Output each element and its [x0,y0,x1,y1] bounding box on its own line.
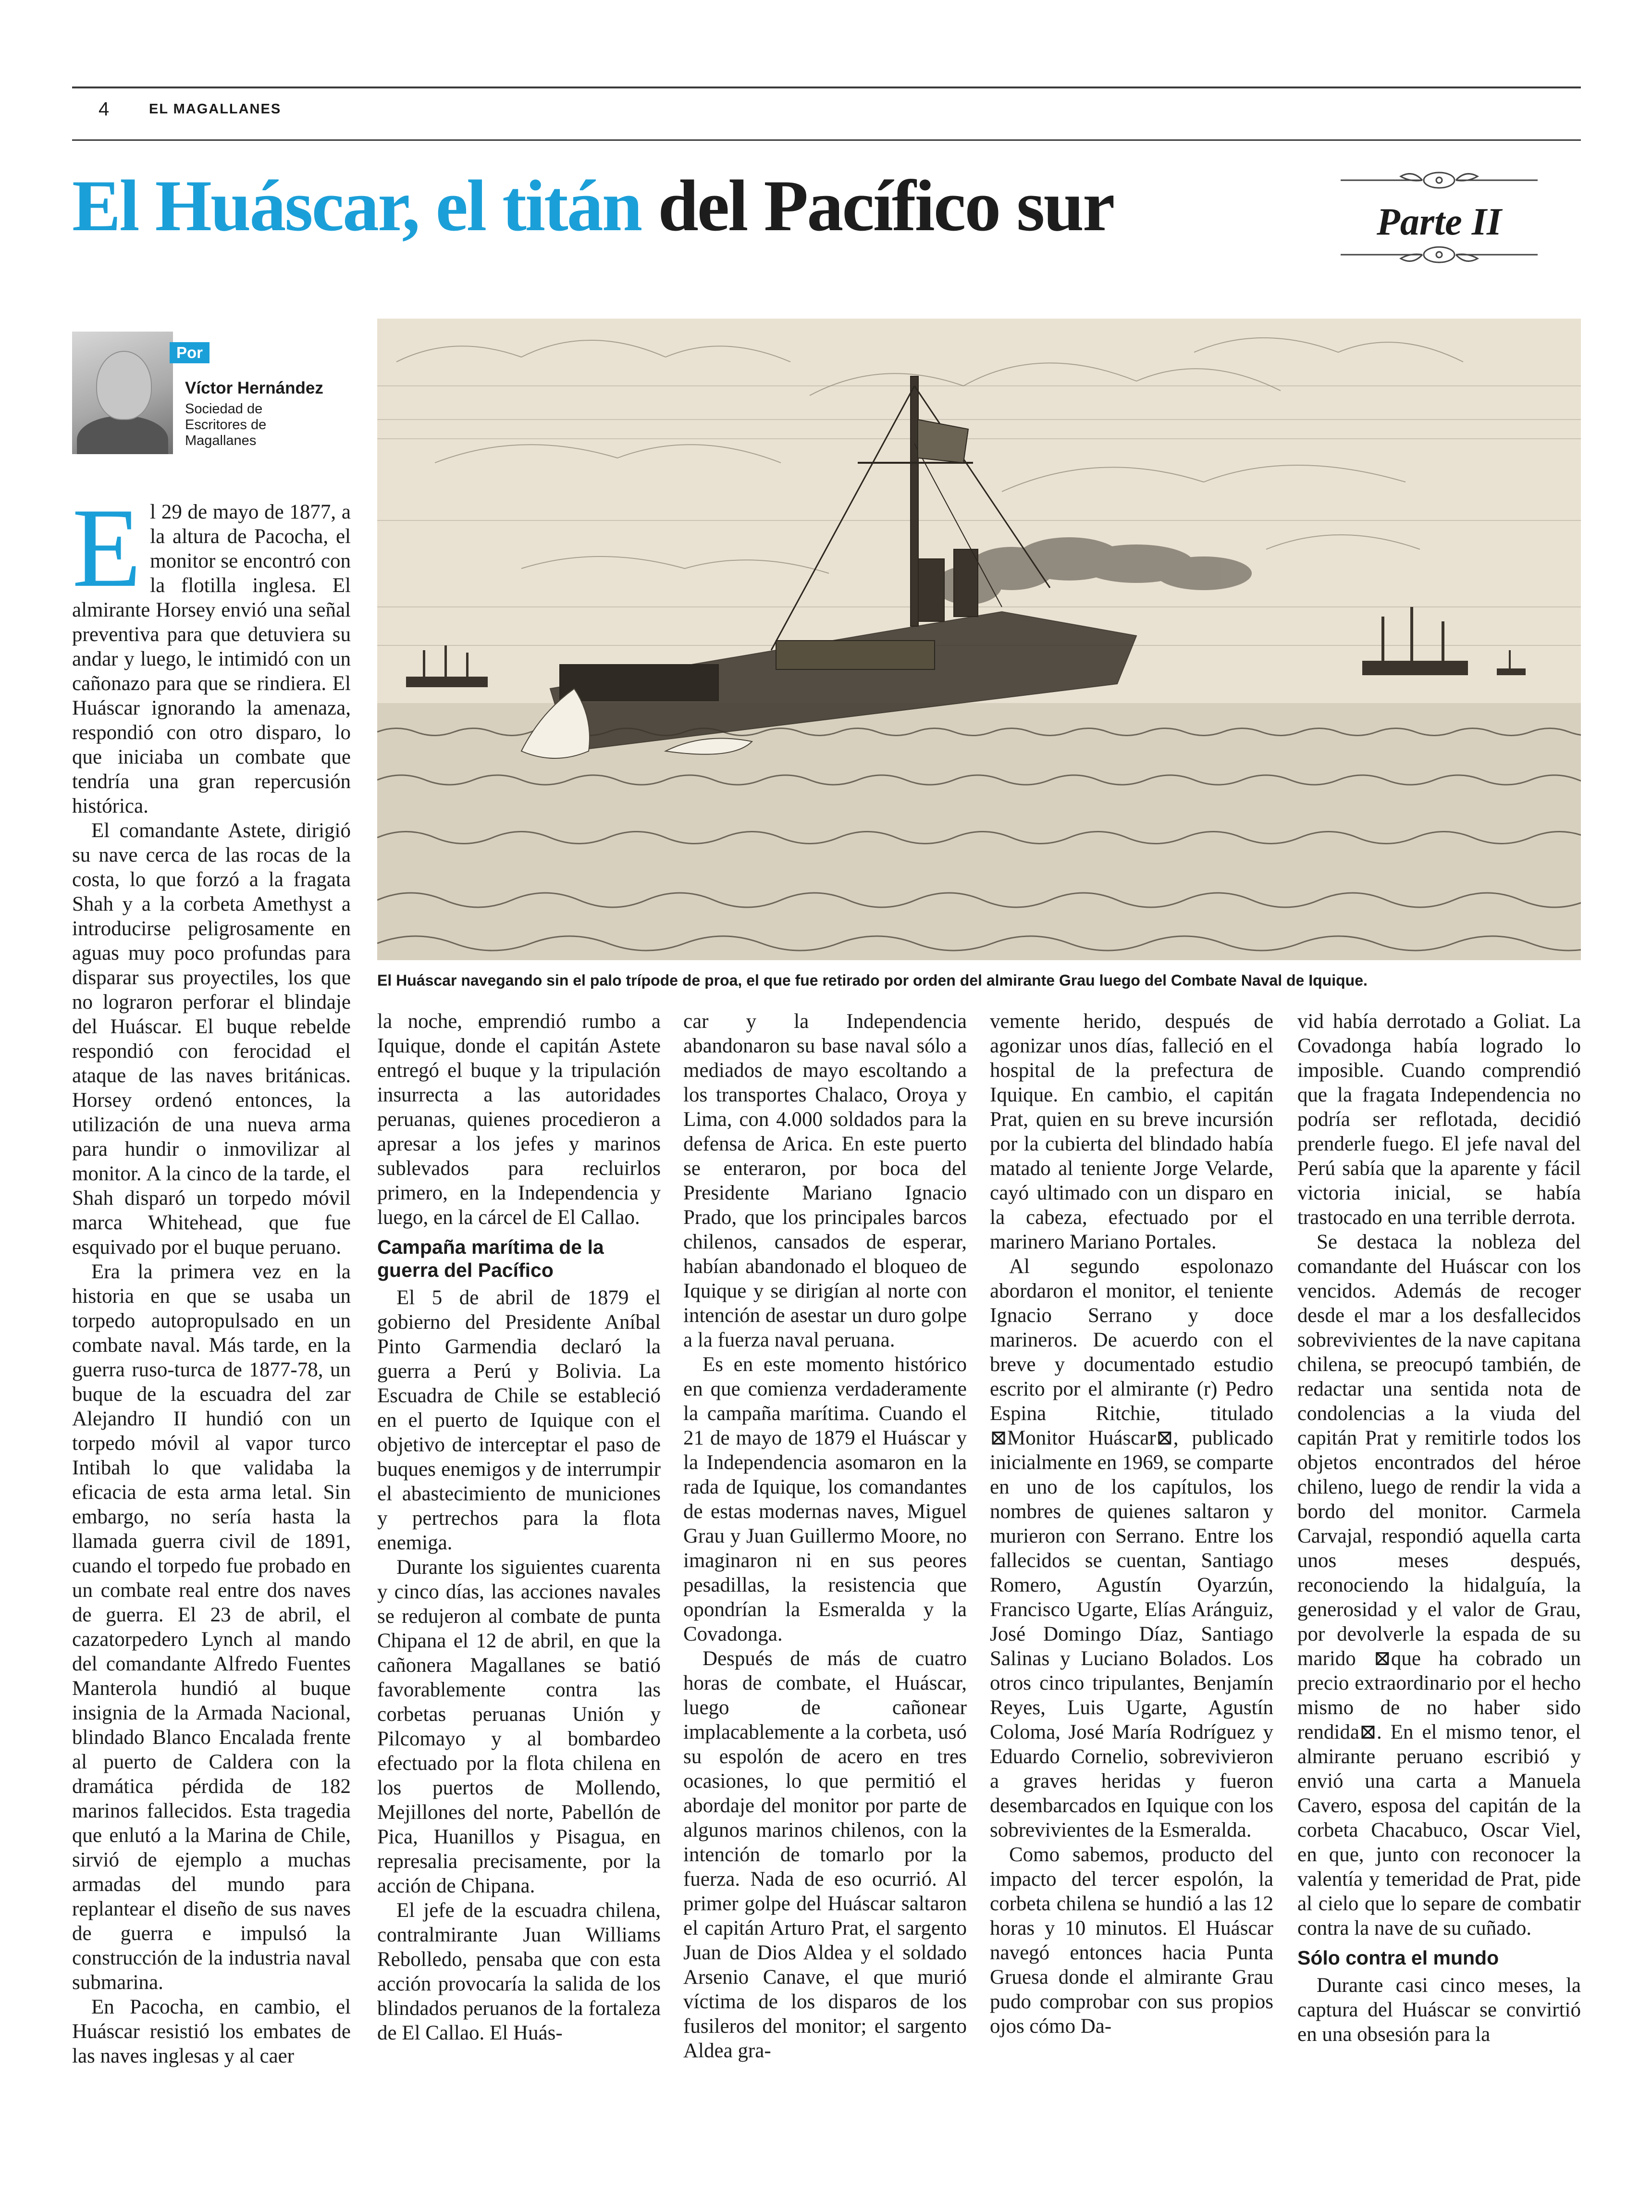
paragraph: El 5 de abril de 1879 el gobierno del Presidente Aníbal Pinto Garmendia declaró la guerra a Perú y Bolivia. La Escuadra de Chile se estableció en el puerto de Iquique con el objetivo de interceptar el paso de buques enemigos y de interrumpir el abastecimiento de municiones y pertrechos para la flota enemiga. [377,1286,661,1554]
paragraph: vemente herido, después de agonizar unos días, falleció en el hospital de la prefectura de Iquique. En cambio, el capitán Prat, quien en su breve incursión por la cubierta del blindado había matado al teniente Jorge Velarde, cayó ultimado con un disparo en la cabeza, efectuado por el marinero Mariano Portales. [990,1010,1273,1253]
headline-blue: El Huáscar, el titán [72,165,641,246]
headline [72,165,1114,246]
ship-engraving-image [377,319,1581,960]
paragraph: la noche, emprendió rumbo a Iquique, donde el capitán Astete entregó el buque y la tripulación insurrecta a las autoridades peruanas, quienes procedieron a apresar a los jefes y marinos sublevados para recluirlos primero, en la Independencia y luego, en la cárcel de El Callao. [377,1010,661,1229]
byline-por-tag: Por [170,342,210,363]
article-column-3 [683,1009,967,2063]
paragraph [72,485,351,818]
headline-dark: del Pacífico sur [658,165,1114,246]
article-column-1 [72,485,351,2068]
paragraph: Durante los siguientes cuarenta y cinco días, las acciones navales se redujeron al combate de punta Chipana el 12 de abril, en que la cañonera Magallanes se batió favorablemente contra las corbetas peruanas Unión y Pilcomayo y al bombardeo efectuado por la flota chilena en los puertos de Mollendo, Mejillones del norte, Pabellón de Pica, Huanillos y Pisagua, en represalia precisamente, por la acción de Chipana. [377,1556,661,1897]
paragraph: vid había derrotado a Goliat. La Covadonga había logrado lo imposible. Cuando comprendió que la fragata Independencia no podría ser reflotada, decidió prenderle fuego. El jefe naval del Perú sabía que la aparente y fácil victoria inicial, se había trastocado en una terrible derrota. [1297,1010,1581,1229]
paragraph: Como sabemos, producto del impacto del tercer espolón, la corbeta chilena se hundió a las 12 horas y 10 minutos. El Huáscar navegó entonces hacia Punta Gruesa donde el almirante Grau pudo comprobar con sus propios ojos cómo Da- [990,1843,1273,2038]
article-column-5 [1297,1009,1581,2047]
image-caption: El Huáscar navegando sin el palo trípode de proa, el que fue retirado por orden del almirante Grau luego del Combate Naval de Iquique. [377,972,1368,989]
drop-cap: E [72,485,142,611]
author-photo [72,332,173,454]
author-affiliation: Sociedad de Escritores de Magallanes [185,401,267,448]
publication-name: EL MAGALLANES [149,101,282,117]
paragraph-text: l 29 de mayo de 1877, a la altura de Pacocha, el monitor se encontró con la flotilla inglesa. El almirante Horsey envió una señal preventiva para que detuviera su andar y luego, le intimidó con un cañonazo para que se rindiera. El Huáscar ignorando la amenaza, respondió con otro disparo, lo que iniciaba un combate que tendría una gran repercusión histórica. [72,501,351,817]
section-tag [1326,161,1552,272]
huascar-engraving [377,319,1581,960]
author-name: Víctor Hernández [185,379,323,397]
top-rule [72,87,1581,88]
section-tag-label: Parte II [1377,201,1502,243]
article-column-2 [377,1009,661,2045]
subheading: Campaña marítima de la guerra del Pacífico [377,1236,604,1281]
paragraph: El jefe de la escuadra chilena, contralmirante Juan Williams Rebolledo, pensaba que con esta acción provocaría la salida de los blindados peruanos de la fortaleza de El Callao. El Huás- [377,1899,661,2044]
paragraph: Durante casi cinco meses, la captura del Huáscar se convirtió en una obsesión para la [1297,1974,1581,2046]
paragraph: Es en este momento histórico en que comienza verdaderamente la campaña marítima. Cuando el 21 de mayo de 1879 el Huáscar y la Independencia asomaron en la rada de Iquique, los comandantes de estas modernas naves, Miguel Grau y Juan Guillermo Moore, no imaginaron ni en sus peores pesadillas, la resistencia que opondrían la Esmeralda y la Covadonga. [683,1353,967,1645]
paragraph: Era la primera vez en la historia en que se usaba un torpedo autopropulsado en un combate naval. Más tarde, en la guerra ruso-turca de 1877-78, un buque de la escuadra del zar Alejandro II hundió con un torpedo móvil al vapor turco Intibah lo que validaba la eficacia de esta arma letal. Sin embargo, no sería hasta la llamada guerra civil de 1891, cuando el torpedo fue probado en un combate real entre dos naves de guerra. El 23 de abril, el cazatorpedero Lynch al mando del comandante Alfredo Fuentes Manterola hundió al buque insignia de la Armada Nacional, blindado Blanco Encalada frente al puerto de Caldera con la dramática pérdida de 182 marinos fallecidos. Esta tragedia que enlutó a la Marina de Chile, sirvió de ejemplo a muchas armadas del mundo para replantear el diseño de sus naves de guerra e impulsó la construcción de la industria naval submarina. [72,1260,351,1994]
article-column-4 [990,1009,1273,2039]
page-number: 4 [99,99,110,120]
paragraph: car y la Independencia abandonaron su base naval sólo a mediados de mayo escoltando a los transportes Chalaco, Oroya y Lima, con 4.000 soldados para la defensa de Arica. En este puerto se enteraron, por boca del Presidente Mariano Ignacio Prado, que los principales barcos chilenos, cansados de esperar, habían abandonado el bloqueo de Iquique y se dirigían al norte con intención de asestar un duro golpe a la fuerza naval peruana. [683,1010,967,1351]
header-rule [72,139,1581,141]
subheading: Sólo contra el mundo [1297,1947,1499,1969]
paragraph: Al segundo espolonazo abordaron el monitor, el teniente Ignacio Serrano y doce marineros. De acuerdo con el breve y documentado estudio escrito por el almirante (r) Pedro Espina Ritchie, titulado ⊠Monitor Huáscar⊠, publicado inicialmente en 1969, se comparte en uno de los capítulos, los nombres de quienes saltaron y murieron con Serrano. Entre los fallecidos se cuentan, Santiago Romero, Agustín Oyarzún, Francisco Ugarte, Elías Aránguiz, José Domingo Díaz, Santiago Salinas y Luciano Bolados. Los otros cinco tripulantes, Benjamín Reyes, Luis Ugarte, Agustín Coloma, José María Rodríguez y Eduardo Cornelio, sobrevivieron a graves heridas y fueron desembarcados en Iquique con los sobrevivientes de la Esmeralda. [990,1255,1273,1841]
paragraph: Se destaca la nobleza del comandante del Huáscar con los vencidos. Además de recoger desde el mar a los desfallecidos sobrevivientes de la nave capitana chilena, se preocupó también, de redactar una sentida nota de condolencias a la viuda del capitán Prat y remitirle todos los objetos encontrados del héroe chileno, luego de rendir la vida a bordo del monitor. Carmela Carvajal, respondió aquella carta unos meses después, reconociendo la hidalguía, la generosidad y el valor de Grau, por devolverle la espada de su marido ⊠que ha cobrado un precio extraordinario por el hecho mismo de no haber sido rendida⊠. En el mismo tenor, el almirante peruano escribió y envió una carta a Manuela Cavero, esposa del capitán de la corbeta Chacabuco, Oscar Viel, en que, junto con reconocer la valentía y temeridad de Prat, pide al cielo que lo separe de combatir contra la nave de su cuñado. [1297,1231,1581,1940]
paragraph: El comandante Astete, dirigió su nave cerca de las rocas de la costa, lo que forzó a la fragata Shah y a la corbeta Amethyst a introducirse peligrosamente en aguas muy poco profundas para disparar sus proyectiles, los que no lograron perforar el blindaje del Huáscar. El buque rebelde respondió con ferocidad el ataque de las naves británicas. Horsey ordenó entonces, la utilización de una nueva arma para hundir o inmovilizar al monitor. A la cinco de la tarde, el Shah disparó un torpedo móvil marca Whitehead, que fue esquivado por el buque peruano. [72,819,351,1259]
paragraph: Después de más de cuatro horas de combate, el Huáscar, luego de cañonear implacablemente a la corbeta, usó su espolón de acero en tres ocasiones, lo que permitió el abordaje del monitor por parte de algunos marinos chilenos, con la intención de tomarlo por la fuerza. Nada de eso ocurrió. Al primer golpe del Huáscar saltaron el capitán Arturo Prat, el sargento Juan de Dios Aldea y el soldado Arsenio Canave, el que murió víctima de los disparos de los fusileros del monitor; el sargento Aldea gra- [683,1647,967,2062]
paragraph: En Pacocha, en cambio, el Huáscar resistió los embates de las naves inglesas y al caer [72,1996,351,2067]
